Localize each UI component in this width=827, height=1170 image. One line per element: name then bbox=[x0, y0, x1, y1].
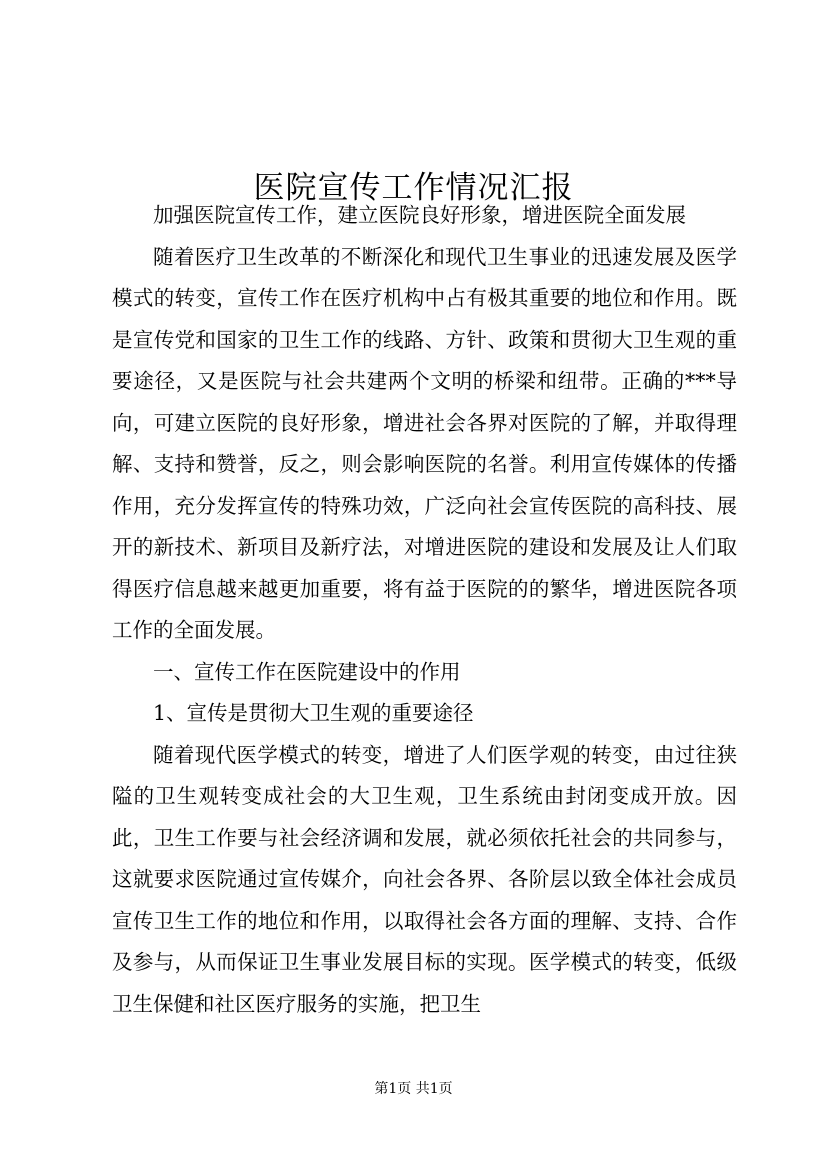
paragraph-body: 随着现代医学模式的转变，增进了人们医学观的转变，由过往狭隘的卫生观转变成社会的大卫生观，卫生系统由封闭变成开放。因此，卫生工作要与社会经济调和发展，就必须依托社会的共同参与，这就要求医院通过宣传媒介，向社会各界、各阶层以致全体社会成员宣传卫生工作的地位和作用，以取得社会各方面的理解、支持、合作及参与，从而保证卫生事业发展目标的实现。医学模式的转变，低级卫生保健和社区医疗服务的实施，把卫生 bbox=[112, 742, 737, 1016]
document-title: 医院宣传工作情况汇报 bbox=[253, 169, 574, 206]
subsection-heading: 1、宣传是贯彻大卫生观的重要途径 bbox=[153, 701, 474, 725]
document-body bbox=[112, 195, 737, 1025]
section-heading: 一、宣传工作在医院建设中的作用 bbox=[153, 659, 461, 684]
paragraph-intro: 随着医疗卫生改革的不断深化和现代卫生事业的迅速发展及医学模式的转变，宣传工作在医疗机构中占有极其重要的地位和作用。既是宣传党和国家的卫生工作的线路、方针、政策和贯彻大卫生观的重要途径，又是医院与社会共建两个文明的桥梁和纽带。正确的***导向，可建立医院的良好形象，增进社会各界对医院的了解，并取得理解、支持和赞誉，反之，则会影响医院的名誉。利用宣传媒体的传播作用，充分发挥宣传的特殊功效，广泛向社会宣传医院的高科技、展开的新技术、新项目及新疗法，对增进医院的建设和发展及让人们取得医疗信息越来越更加重要，将有益于医院的的繁华，增进医院各项工作的全面发展。 bbox=[112, 244, 737, 642]
paragraph-subtitle: 加强医院宣传工作，建立医院良好形象，增进医院全面发展 bbox=[153, 203, 686, 227]
page-footer: 第1页 共1页 bbox=[374, 1081, 453, 1097]
